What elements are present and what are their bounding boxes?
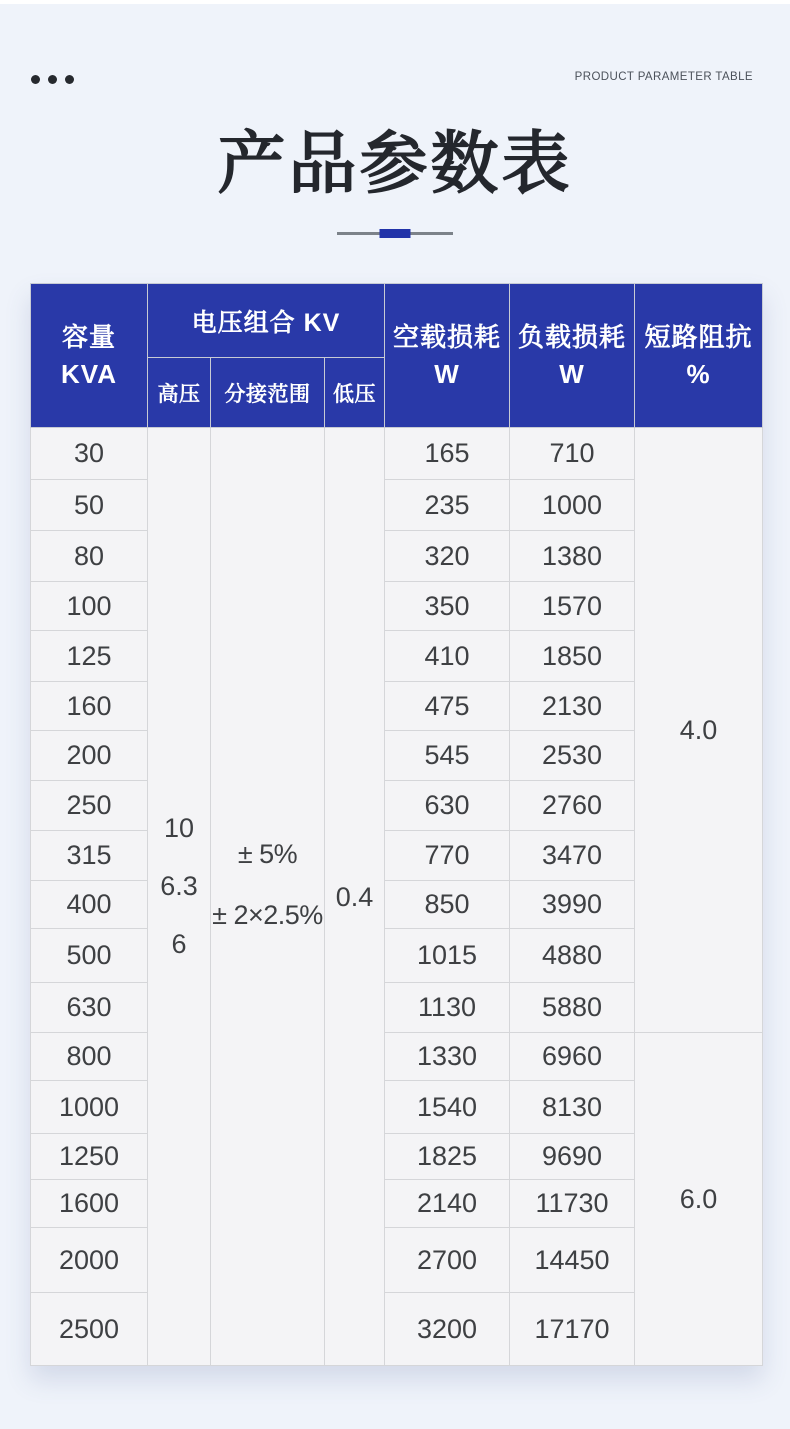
header-capacity — [31, 284, 148, 428]
header-high-voltage: 高压 — [148, 358, 211, 428]
impedance-cell: 6.0 — [635, 1033, 763, 1366]
page-title: 产品参数表 — [217, 126, 573, 202]
capacity-cell: 50 — [31, 480, 148, 531]
load-loss-cell: 17170 — [510, 1293, 635, 1366]
no-load-loss-cell: 410 — [385, 631, 510, 682]
table-row — [31, 1033, 763, 1081]
dot-icon — [31, 75, 40, 84]
no-load-loss-cell: 3200 — [385, 1293, 510, 1366]
load-loss-cell: 2130 — [510, 682, 635, 731]
capacity-cell: 315 — [31, 831, 148, 881]
load-loss-cell: 6960 — [510, 1033, 635, 1081]
capacity-cell: 630 — [31, 983, 148, 1033]
capacity-cell: 100 — [31, 582, 148, 631]
load-loss-cell: 11730 — [510, 1180, 635, 1228]
header-voltage-group: 电压组合 KV — [148, 284, 385, 358]
load-loss-cell: 3470 — [510, 831, 635, 881]
capacity-cell: 500 — [31, 929, 148, 983]
no-load-loss-cell: 1330 — [385, 1033, 510, 1081]
dot-icon — [65, 75, 74, 84]
header-no-load-loss — [385, 284, 510, 428]
header-no-load-loss-line2: W — [434, 358, 460, 389]
load-loss-cell: 1380 — [510, 531, 635, 582]
no-load-loss-cell: 2140 — [385, 1180, 510, 1228]
high-voltage-value: 10 — [163, 812, 195, 843]
header-no-load-loss-line1: 空载损耗 — [393, 321, 502, 352]
tap-range-value: ± 2×2.5% — [212, 899, 323, 930]
load-loss-cell: 4880 — [510, 929, 635, 983]
no-load-loss-cell: 1130 — [385, 983, 510, 1033]
load-loss-cell: 1850 — [510, 631, 635, 682]
no-load-loss-cell: 545 — [385, 731, 510, 781]
header-load-loss-line1: 负载损耗 — [518, 321, 627, 352]
capacity-cell: 800 — [31, 1033, 148, 1081]
header-capacity-line1: 容量 — [61, 321, 116, 352]
high-voltage-value: 6 — [171, 928, 187, 959]
low-voltage-cell — [325, 428, 385, 1366]
high-voltage-value: 6.3 — [160, 870, 198, 901]
no-load-loss-cell: 1015 — [385, 929, 510, 983]
capacity-cell: 125 — [31, 631, 148, 682]
capacity-cell: 250 — [31, 781, 148, 831]
impedance-cell: 4.0 — [635, 428, 763, 1033]
no-load-loss-cell: 320 — [385, 531, 510, 582]
load-loss-cell: 2530 — [510, 731, 635, 781]
no-load-loss-cell: 475 — [385, 682, 510, 731]
capacity-cell: 1600 — [31, 1180, 148, 1228]
top-strip — [0, 0, 790, 4]
header-impedance-line1: 短路阻抗 — [644, 321, 753, 352]
tap-range-value: ± 5% — [237, 838, 298, 869]
no-load-loss-cell: 235 — [385, 480, 510, 531]
header-load-loss — [510, 284, 635, 428]
capacity-cell: 2500 — [31, 1293, 148, 1366]
load-loss-cell: 8130 — [510, 1081, 635, 1134]
load-loss-cell: 5880 — [510, 983, 635, 1033]
header-low-voltage: 低压 — [325, 358, 385, 428]
no-load-loss-cell: 2700 — [385, 1228, 510, 1293]
header-capacity-line2: KVA — [61, 358, 117, 389]
dot-icon — [48, 75, 57, 84]
no-load-loss-cell: 850 — [385, 881, 510, 929]
product-parameter-table — [30, 283, 763, 1366]
capacity-cell: 200 — [31, 731, 148, 781]
no-load-loss-cell: 350 — [385, 582, 510, 631]
header-load-loss-line2: W — [559, 358, 585, 389]
load-loss-cell: 1570 — [510, 582, 635, 631]
capacity-cell: 2000 — [31, 1228, 148, 1293]
load-loss-cell: 3990 — [510, 881, 635, 929]
header-impedance — [635, 284, 763, 428]
capacity-cell: 400 — [31, 881, 148, 929]
capacity-cell: 80 — [31, 531, 148, 582]
divider-accent-bar — [380, 229, 411, 238]
table-row — [31, 428, 763, 480]
capacity-cell: 1250 — [31, 1134, 148, 1180]
load-loss-cell: 1000 — [510, 480, 635, 531]
eyebrow-label: PRODUCT PARAMETER TABLE — [574, 71, 753, 83]
no-load-loss-cell: 1540 — [385, 1081, 510, 1134]
load-loss-cell: 9690 — [510, 1134, 635, 1180]
ellipsis-dots-icon — [31, 75, 74, 84]
capacity-cell: 160 — [31, 682, 148, 731]
tap-range-cell — [211, 428, 325, 1366]
no-load-loss-cell: 770 — [385, 831, 510, 881]
no-load-loss-cell: 630 — [385, 781, 510, 831]
load-loss-cell: 2760 — [510, 781, 635, 831]
capacity-cell: 30 — [31, 428, 148, 480]
capacity-cell: 1000 — [31, 1081, 148, 1134]
header-impedance-line2: % — [686, 358, 711, 389]
title-divider — [337, 229, 453, 238]
header-tap-range: 分接范围 — [211, 358, 325, 428]
load-loss-cell: 710 — [510, 428, 635, 480]
no-load-loss-cell: 1825 — [385, 1134, 510, 1180]
load-loss-cell: 14450 — [510, 1228, 635, 1293]
high-voltage-cell — [148, 428, 211, 1366]
low-voltage-value: 0.4 — [335, 881, 374, 912]
no-load-loss-cell: 165 — [385, 428, 510, 480]
